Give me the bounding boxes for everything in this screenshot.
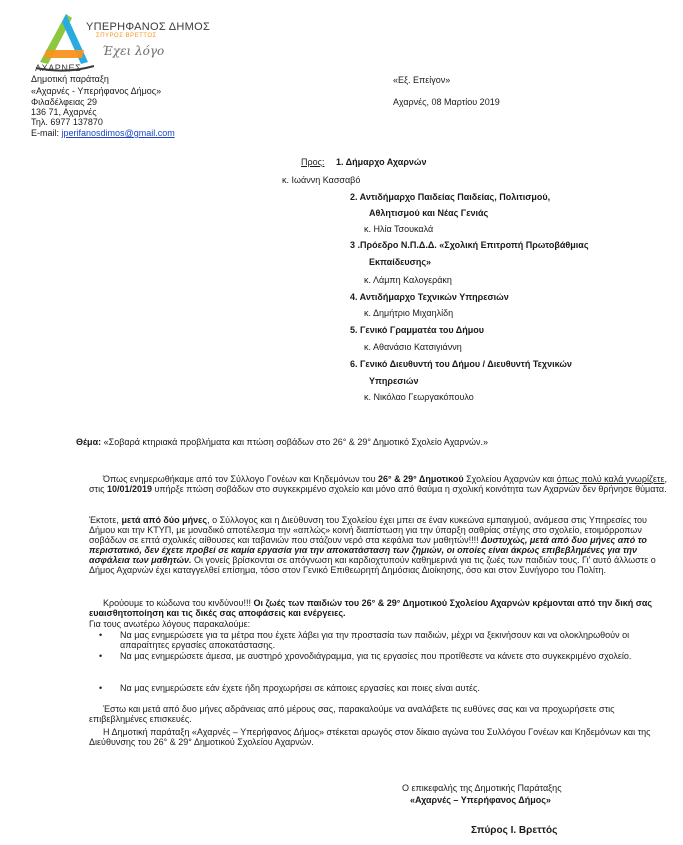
sender-postcode: 136 71, Αχαρνές <box>31 107 97 117</box>
signature-title: Ο επικεφαλής της Δημοτικής Παράταξης <box>402 783 562 793</box>
bullet-1-marker: • <box>99 630 103 640</box>
pros-label: Προς: <box>301 157 325 167</box>
recipient-6-name: κ. Νικόλαο Γεωργακόπουλο <box>364 392 474 402</box>
paragraph-5: Η Δημοτική παράταξη «Αχαρνές – Υπερήφανος Δήμος» στέκεται αρωγός στον δίκαιο αγώνα του Συλλόγου Γονέων και Κηδεμόνων και της Διεύθυνσης του 26° & 29° Δημοτικού Σχολείου Αχαρνών. <box>89 727 651 747</box>
bullet-2-text: Να μας ενημερώσετε άμεσα, με αυστηρό χρονοδιάγραμμα, για τις εργασίες που προτίθεστε να κάνετε στο συγκεκριμένο σχολείο. <box>120 651 632 661</box>
recipient-3-name: κ. Λάμπη Καλογεράκη <box>364 275 452 285</box>
p1-text-g: υπήρξε πτώση σοβάδων στο συγκεκριμένο σχολείο και μόνο από θαύμα η σχολική κοινότητα των Αχαρνών δεν θρήνησε θύματα. <box>152 484 667 494</box>
bullet-1-text: Να μας ενημερώσετε για τα μέτρα που έχετε λάβει για την προστασία των παιδιών, μέχρι να ξεκινήσουν και να ολοκληρωθούν οι απαραίτητες εργασίες αποκατάστασης. <box>120 630 630 650</box>
signature-name: Σπύρος Ι. Βρεττός <box>471 825 558 836</box>
p3-lives-at-stake: Οι ζωές των παιδιών του 26° & 29° Δημοτικού Σχολείου Αχαρνών κρέμονται από την δική σας ευαισθητοποίηση και τις δικές σας αποφάσεις και ενέργειες. <box>89 598 653 618</box>
bullet-3-marker: • <box>99 683 103 693</box>
recipient-4-name: κ. Δημήτριο Μιχαηλίδη <box>364 308 454 318</box>
document-date: Αχαρνές, 08 Μαρτίου 2019 <box>393 97 500 107</box>
p2-text-a: Έκτοτε, <box>89 515 122 525</box>
sender-line-2: «Αχαρνές - Υπερήφανος Δήμος» <box>31 86 162 96</box>
p1-text-c: Σχολείου Αχαρνών και <box>463 474 557 484</box>
recipient-4-title: 4. Αντιδήμαρχο Τεχνικών Υπηρεσιών <box>350 292 509 302</box>
recipient-3-title-b: Εκπαίδευσης» <box>369 257 432 267</box>
signature-party: «Αχαρνές – Υπερήφανος Δήμος» <box>410 795 551 805</box>
recipient-6-title-a: 6. Γενικό Διευθυντή του Δήμου / Διευθυντή Τεχνικών <box>350 359 572 369</box>
logo-leader-line: ΣΠΥΡΟΣ ΒΡΕΤΤΟΣ <box>96 33 157 39</box>
email-link[interactable]: jperifanosdimos@gmail.com <box>61 128 175 138</box>
request-intro: Για τους ανωτέρω λόγους παρακαλούμε: <box>89 619 251 629</box>
p1-date: 10/01/2019 <box>106 484 152 494</box>
recipient-2-title-b: Αθλητισμού και Νέας Γενιάς <box>369 208 489 218</box>
recipient-5-title: 5. Γενικό Γραμματέα του Δήμου <box>350 325 484 335</box>
p2-unfortunately: Δυστυχώς, μετά από δυο μήνες από το περιστατικό, δεν έχετε προβεί σε καμία εργασία για την αποκατάσταση των ζημιών, οι οποίες είναι άκρως επιβεβλημένες για την ασφάλεια των μαθητών. <box>89 535 647 565</box>
p1-emphasis: όπως πολύ καλά γνωρίζετε <box>556 474 665 484</box>
subject-line <box>76 437 488 447</box>
p2-text-e: Οι γονείς βρίσκονται σε απόγνωση και καρδιοχτυπούν καθημερινά για τις ζωές των παιδιών τους. Γι' αυτό άλλωστε ο Δήμος Αχαρνών έχει καταγγελθεί επίσημα, τόσο στον Γενικό Επιθεωρητή Δημόσιας Διοίκησης, όσο και στον Συνήγορο του Πολίτη. <box>89 555 656 575</box>
recipient-1-name: κ. Ιωάννη Κασσαβό <box>282 175 361 185</box>
recipient-5-name: κ. Αθανάσιο Κατσιγιάννη <box>364 342 462 352</box>
email-label: E-mail: <box>31 128 60 138</box>
urgency-mark: «Εξ. Επείγον» <box>393 75 451 85</box>
recipient-2-title-a: 2. Αντιδήμαρχο Παιδείας Παιδείας, Πολιτισμού, <box>350 192 551 202</box>
sender-address: Φιλαδέλφειας 29 <box>31 97 98 107</box>
recipient-2-name: κ. Ηλία Τσουκαλά <box>364 224 434 234</box>
sender-phone: Τηλ. 6977 137870 <box>31 117 103 127</box>
p2-two-months: μετά από δύο μήνες <box>121 515 208 525</box>
recipient-6-title-b: Υπηρεσιών <box>369 376 419 386</box>
paragraph-4: Έστω και μετά από δυο μήνες αδράνειας από μέρους σας, παρακαλούμε να αναλάβετε τις ευθύνες σας και να προχωρήσετε στις επιβεβλημένες επισκευές. <box>89 704 615 724</box>
recipient-3-title-a: 3 .Πρόεδρο Ν.Π.Δ.Δ. «Σχολική Επιτροπή Πρωτοβάθμιας <box>350 240 589 250</box>
logo-slogan: Έχει λόγο <box>102 44 165 58</box>
sender-email-row <box>31 128 175 138</box>
p1-schools: 26° & 29° Δημοτικού <box>378 474 464 484</box>
paragraph-3 <box>89 598 667 618</box>
bullet-3-text: Να μας ενημερώσετε εάν έχετε ήδη προχωρήσει σε κάποιες εργασίες και ποιες είναι αυτές. <box>120 683 480 693</box>
recipient-1-title: 1. Δήμαρχο Αχαρνών <box>336 157 427 167</box>
p2-text-c: , ο Σύλλογος και η Διεύθυνση του Σχολείου έχει μπει σε έναν κυκεώνα εμπαιγμού, ανάμεσα στις Υπηρεσίες του Δήμου και την ΚΤΥΠ, με μοναδικό αποτέλεσμα την «απλώς» κοινή διαπίστωση για την ύπαρξη σαθρίας στέγης στο σχολείο, ετοιμόρροπων σοβάδων σε επτά σχολικές αίθουσες και ταβανιών που στάζουν νερό στα κεφάλια των μαθητών!!!! <box>89 515 647 545</box>
p1-text-e: , στις <box>89 474 668 494</box>
subject-text: «Σοβαρά κτηριακά προβλήματα και πτώση σοβάδων στο 26° & 29° Δημοτικό Σχολείο Αχαρνών.» <box>103 437 489 447</box>
bullet-2-marker: • <box>99 651 103 661</box>
p3-text-a: Κρούουμε το κώδωνα του κινδύνου!!! <box>103 598 254 608</box>
p1-text-a: Όπως ενημερωθήκαμε από τον Σύλλογο Γονέων και Κηδεμόνων του <box>103 474 378 484</box>
logo-place: ΑΧΑΡΝΕΣ <box>35 63 82 73</box>
sender-line-1: Δημοτική παράταξη <box>31 74 109 84</box>
subject-label: Θέμα: <box>76 437 102 447</box>
paragraph-2 <box>89 515 667 575</box>
paragraph-1 <box>89 474 667 494</box>
logo-org-line: ΥΠΕΡΗΦΑΝΟΣ ΔΗΜΟΣ <box>86 21 211 33</box>
